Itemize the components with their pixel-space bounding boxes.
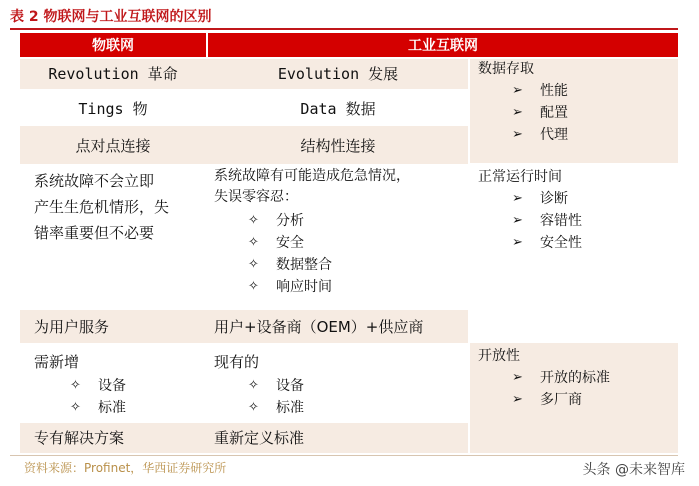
- row7-iiot: 重新定义标准: [214, 429, 305, 447]
- right-group-title: 数据存取: [478, 61, 534, 77]
- right-group-data-access: [478, 58, 568, 146]
- source-divider: [10, 455, 678, 456]
- caption-divider: [10, 28, 678, 30]
- row3-iiot: 结构性连接: [300, 137, 376, 155]
- header-iiot: 工业互联网: [208, 33, 678, 57]
- list-item: ✧ 响应时间: [248, 276, 332, 298]
- row4-iot: [34, 168, 169, 246]
- list-item: ✧ 分析: [248, 210, 332, 232]
- row5-iot: 为用户服务: [34, 318, 110, 336]
- diamond-icon: ✧: [248, 279, 259, 294]
- row4-iiot-intro: 系统故障有可能造成危急情况，: [214, 168, 410, 184]
- list-item: ➢ 开放的标准: [512, 367, 610, 389]
- arrow-icon: ➢: [512, 235, 523, 250]
- row2-iot: Tings 物: [78, 100, 148, 118]
- diamond-icon: ✧: [70, 378, 81, 393]
- row4-iot-line: 产生生危机情形，失: [34, 198, 170, 216]
- row4-iot-line: 系统故障不会立即: [34, 172, 155, 190]
- right-group-title: 正常运行时间: [478, 169, 562, 185]
- row6-iot-list: [70, 375, 126, 419]
- row3-iot: 点对点连接: [75, 137, 151, 155]
- list-item: ✧ 标准: [70, 397, 126, 419]
- diamond-icon: ✧: [248, 213, 259, 228]
- row6-iot-title: 需新增: [34, 353, 80, 371]
- row5-iiot: 用户+设备商（OEM）+供应商: [214, 318, 424, 336]
- arrow-icon: ➢: [512, 83, 523, 98]
- row2-iiot: Data 数据: [300, 100, 376, 118]
- arrow-icon: ➢: [512, 191, 523, 206]
- row4-iiot: [214, 166, 410, 208]
- list-item: ✧ 安全: [248, 232, 332, 254]
- row4-iiot-intro: 失误零容忍：: [214, 189, 298, 205]
- right-group-openness: [478, 345, 610, 411]
- arrow-icon: ➢: [512, 127, 523, 142]
- right-group-uptime: [478, 166, 582, 254]
- header-iot: 物联网: [20, 33, 206, 57]
- list-item: ➢ 容错性: [512, 210, 582, 232]
- row4-iot-line: 错率重要但不必要: [34, 224, 155, 242]
- list-item: ✧ 设备: [248, 375, 304, 397]
- list-item: ✧ 标准: [248, 397, 304, 419]
- list-item: ➢ 代理: [512, 124, 568, 146]
- diamond-icon: ✧: [248, 235, 259, 250]
- diamond-icon: ✧: [248, 400, 259, 415]
- arrow-icon: ➢: [512, 392, 523, 407]
- list-item: ➢ 安全性: [512, 232, 582, 254]
- row1-iot: Revolution 革命: [48, 65, 178, 83]
- list-item: ✧ 设备: [70, 375, 126, 397]
- source-note: 资料来源：Profinet，华西证券研究所: [24, 461, 227, 475]
- row6-iiot-title: 现有的: [214, 353, 260, 371]
- row1-iiot: Evolution 发展: [277, 65, 399, 83]
- arrow-icon: ➢: [512, 370, 523, 385]
- list-item: ➢ 诊断: [512, 188, 582, 210]
- arrow-icon: ➢: [512, 213, 523, 228]
- row6-iiot-list: [248, 375, 304, 419]
- row7-iot: 专有解决方案: [34, 429, 125, 447]
- watermark: 头条 @未来智库: [582, 462, 685, 478]
- list-item: ✧ 数据整合: [248, 254, 332, 276]
- list-item: ➢ 多厂商: [512, 389, 610, 411]
- table-caption: 表 2 物联网与工业互联网的区别: [10, 9, 212, 25]
- diamond-icon: ✧: [248, 378, 259, 393]
- list-item: ➢ 性能: [512, 80, 568, 102]
- diamond-icon: ✧: [248, 257, 259, 272]
- list-item: ➢ 配置: [512, 102, 568, 124]
- row4-iiot-list: [248, 210, 332, 298]
- arrow-icon: ➢: [512, 105, 523, 120]
- right-group-title: 开放性: [478, 348, 520, 364]
- diamond-icon: ✧: [70, 400, 81, 415]
